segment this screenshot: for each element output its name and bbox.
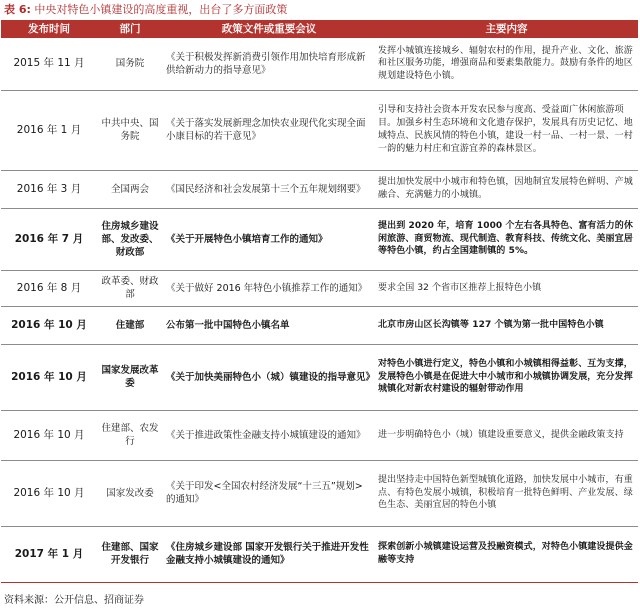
- cell-content: 提出坚持走中国特色新型城镇化道路，加快发展中小城市，有重点、有特色发展小城镇，积极培育一批特色鲜明、产业发展、绿色生态、美丽宜居的特色小镇: [375, 460, 638, 526]
- cell-date: 2016 年 8 月: [1, 270, 97, 306]
- table-row: [1, 306, 638, 344]
- cell-dept: 全国两会: [97, 170, 163, 208]
- cell-content: 探索创新小城镇建设运营及投融资模式，对特色小镇建设提供金融等支持: [375, 526, 638, 582]
- cell-content: 进一步明确特色小（城）镇建设重要意义，提供金融政策支持: [375, 410, 638, 460]
- header-dept: 部门: [97, 20, 163, 38]
- cell-doc: 《国民经济和社会发展第十三个五年规划纲要》: [163, 170, 375, 208]
- caption-label: 表 6:: [4, 3, 31, 16]
- cell-date: 2016 年 3 月: [1, 170, 97, 208]
- cell-content: 发挥小城镇连接城乡、辐射农村的作用，提升产业、文化、旅游和社区服务功能，增强商品和要素集散能力。鼓励有条件的地区规划建设特色小镇。: [375, 38, 638, 90]
- table-row: [1, 410, 638, 460]
- cell-dept: 国务院: [97, 38, 163, 90]
- table-row: [1, 208, 638, 270]
- cell-date: 2016 年 10 月: [1, 306, 97, 344]
- cell-doc: 《关于开展特色小镇培育工作的通知》: [163, 208, 375, 270]
- cell-doc: 《关于加快美丽特色小（城）镇建设的指导意见》: [163, 344, 375, 410]
- table-row: [1, 270, 638, 306]
- header-doc: 政策文件或重要会议: [163, 20, 375, 38]
- cell-date: 2015 年 11 月: [1, 38, 97, 90]
- cell-date: 2016 年 10 月: [1, 344, 97, 410]
- header-content: 主要内容: [375, 20, 638, 38]
- cell-date: 2017 年 1 月: [1, 526, 97, 582]
- table-row: [1, 38, 638, 90]
- cell-doc: 公布第一批中国特色小镇名单: [163, 306, 375, 344]
- cell-dept: 政革委、财政部: [97, 270, 163, 306]
- table-header: [1, 20, 638, 38]
- cell-content: 提出加快发展中小城市和特色镇，因地制宜发展特色鲜明、产城融合、充满魅力的小城镇。: [375, 170, 638, 208]
- cell-dept: 国家发展改革委: [97, 344, 163, 410]
- cell-doc: 《关于积极发挥新消费引领作用加快培育形成新供给新动力的指导意见》: [163, 38, 375, 90]
- table-row: [1, 170, 638, 208]
- cell-doc: 《关于做好 2016 年特色小镇推荐工作的通知》: [163, 270, 375, 306]
- cell-date: 2016 年 1 月: [1, 90, 97, 170]
- cell-dept: 住建部、国家开发银行: [97, 526, 163, 582]
- source-note: 资料来源：公开信息、招商证券: [4, 595, 144, 606]
- cell-dept: 国家发改委: [97, 460, 163, 526]
- cell-dept: 住房城乡建设部、发改委、财政部: [97, 208, 163, 270]
- cell-content: 提出到 2020 年，培育 1000 个左右各具特色、富有活力的休闲旅游、商贸物流、现代制造、教育科技、传统文化、美丽宜居等特色小镇，约占全国建制镇的 5%。: [375, 208, 638, 270]
- cell-doc: 《住房城乡建设部 国家开发银行关于推进开发性金融支持小城镇建设的通知》: [163, 526, 375, 582]
- table-row: [1, 90, 638, 170]
- cell-dept: 中共中央、国务院: [97, 90, 163, 170]
- cell-dept: 住建部、农发行: [97, 410, 163, 460]
- cell-doc: 《关于推进政策性金融支持小城镇建设的通知》: [163, 410, 375, 460]
- cell-doc: 《关于印发<全国农村经济发展“十三五”规划>的通知》: [163, 460, 375, 526]
- table-row: [1, 526, 638, 582]
- policy-table: [1, 20, 638, 583]
- cell-content: 引导和支持社会资本开发农民参与度高、受益面广休闲旅游项目。加强乡村生态环境和文化遗存保护，发展具有历史记忆、地域特点、民族风情的特色小镇，建设一村一品、一村一景、一村一韵的魅力村庄和宜游宜养的森林景区。: [375, 90, 638, 170]
- table-body: [1, 38, 638, 582]
- cell-content: 对特色小镇进行定义，特色小镇和小城镇相得益彰、互为支撑，发展特色小镇是在促进大中小城市和小城镇协调发展，充分发挥城镇化对新农村建设的辐射带动作用: [375, 344, 638, 410]
- cell-date: 2016 年 7 月: [1, 208, 97, 270]
- table-row: [1, 460, 638, 526]
- cell-content: 北京市房山区长沟镇等 127 个镇为第一批中国特色小镇: [375, 306, 638, 344]
- cell-date: 2016 年 10 月: [1, 410, 97, 460]
- cell-date: 2016 年 10 月: [1, 460, 97, 526]
- cell-dept: 住建部: [97, 306, 163, 344]
- table-caption: [4, 2, 287, 18]
- table-row: [1, 344, 638, 410]
- cell-content: 要求全国 32 个省市区推荐上报特色小镇: [375, 270, 638, 306]
- cell-doc: 《关于落实发展新理念加快农业现代化实现全面小康目标的若干意见》: [163, 90, 375, 170]
- header-date: 发布时间: [1, 20, 97, 38]
- caption-text: 中央对特色小镇建设的高度重视，出台了多方面政策: [34, 3, 288, 16]
